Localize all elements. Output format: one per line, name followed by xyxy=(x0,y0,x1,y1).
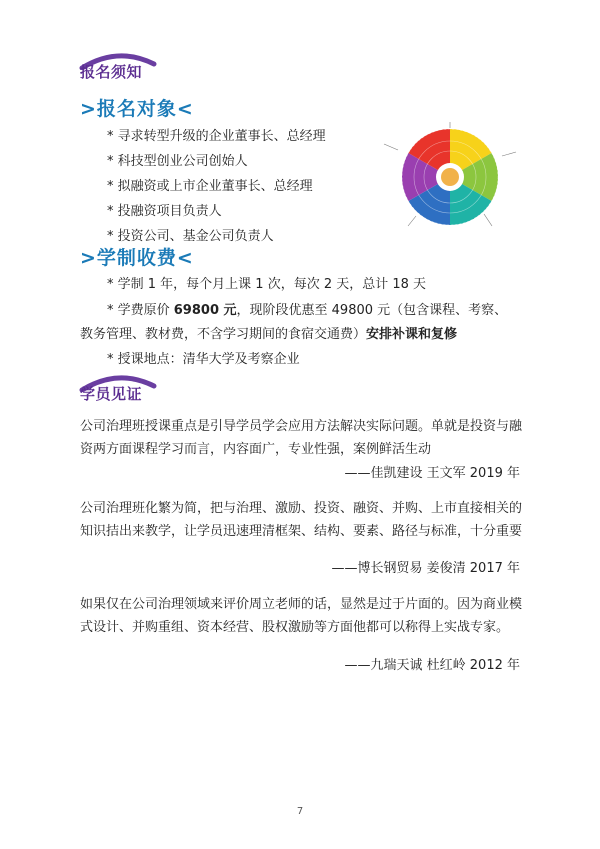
fee-heading: >学制收费< xyxy=(80,247,194,269)
color-wheel-figure xyxy=(380,122,520,232)
fee-location: * 授课地点：清华大学及考察企业 xyxy=(107,352,300,367)
fee-includes-text: 教务管理、教材费，不含学习期间的食宿交通费） xyxy=(80,327,367,342)
section-badge-registration xyxy=(78,50,158,84)
audience-item: * 拟融资或上市企业董事长、总经理 xyxy=(107,179,313,194)
page-number: 7 xyxy=(296,806,304,817)
fee-line xyxy=(107,303,507,319)
audience-item: * 投融资项目负责人 xyxy=(107,204,222,219)
audience-heading: >报名对象< xyxy=(80,98,194,120)
badge-label: 学员见证 xyxy=(80,385,143,403)
fee-makeup-text: 安排补课和复修 xyxy=(366,327,458,342)
testimonial-text: 公司治理班授课重点是引导学员学会应用方法解决实际问题。单就是投资与融资两方面课程学习而言，内容面广，专业性强，案例鲜活生动 xyxy=(80,419,523,457)
audience-item: * 投资公司、基金公司负责人 xyxy=(107,229,274,244)
testimonial-text: 公司治理班化繁为简，把与治理、激励、投资、融资、并购、上市直接相关的知识拮出来教学，让学员迅速理清框架、结构、要素、路径与标准，十分重要 xyxy=(80,501,523,539)
testimonial-signature: ——博长钢贸易 姜俊清 2017 年 xyxy=(331,561,520,576)
fee-price-prefix: * 学费原价 xyxy=(107,303,174,318)
audience-item: * 科技型创业公司创始人 xyxy=(107,154,248,169)
audience-item: * 寻求转型升级的企业董事长、总经理 xyxy=(107,129,326,144)
section-badge-testimonials xyxy=(78,372,158,406)
fee-price-suffix: ，现阶段优惠至 49800 元（包含课程、考察、 xyxy=(236,303,508,318)
testimonial-signature: ——九瑞天诚 杜红岭 2012 年 xyxy=(344,658,520,673)
badge-label: 报名须知 xyxy=(80,63,143,81)
fee-line: * 学制 1 年，每个月上课 1 次，每次 2 天，总计 18 天 xyxy=(107,277,427,292)
testimonial-signature: ——佳凯建设 王文军 2019 年 xyxy=(344,466,520,481)
fee-line xyxy=(80,327,457,343)
fee-original-price: 69800 元 xyxy=(173,303,237,318)
testimonial-text: 如果仅在公司治理领域来评价周立老师的话，显然是过于片面的。因为商业模式设计、并购重组、资本经营、股权激励等方面他都可以称得上实战专家。 xyxy=(80,597,523,635)
color-wheel-icon xyxy=(380,122,520,232)
